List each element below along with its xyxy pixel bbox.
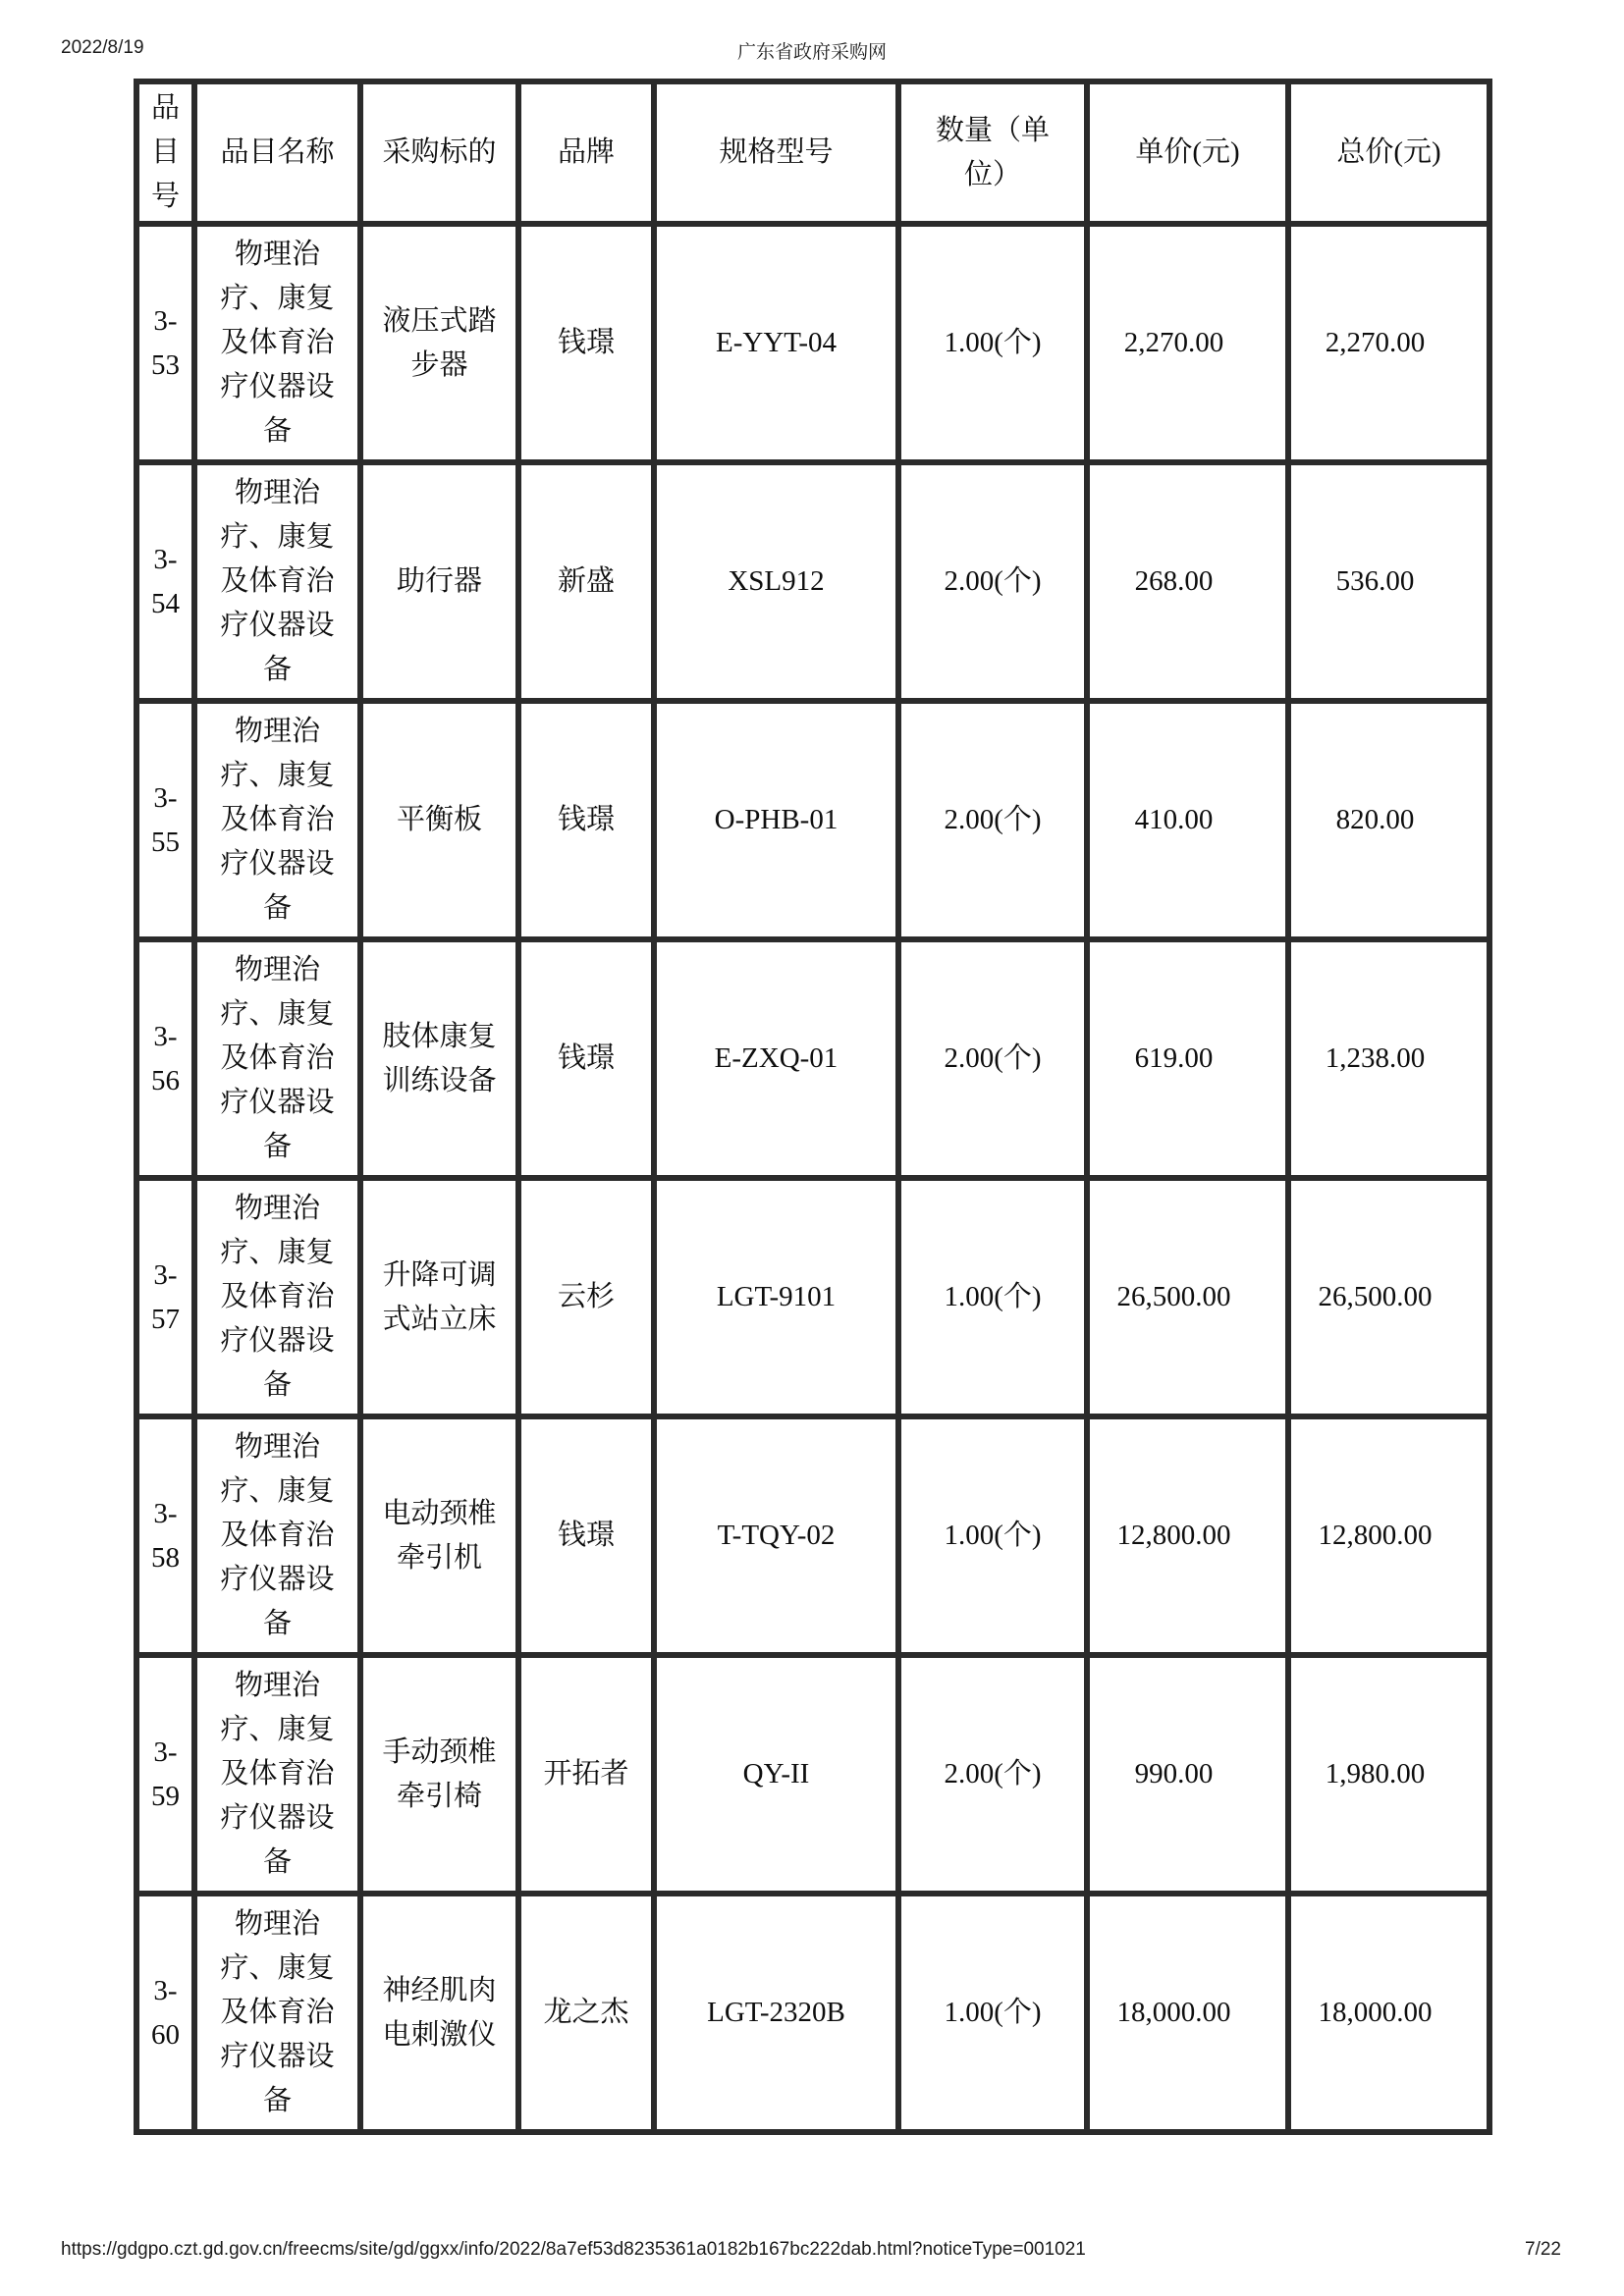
- cell-quantity: 2.00(个): [898, 939, 1087, 1178]
- cell-total-price: 536.00: [1288, 462, 1489, 701]
- column-header-item-no: 品目号: [136, 81, 194, 224]
- cell-unit-price: 619.00: [1087, 939, 1288, 1178]
- cell-item-name: 物理治疗、康复及体育治疗仪器设备: [194, 1894, 360, 2132]
- cell-quantity: 1.00(个): [898, 1894, 1087, 2132]
- cell-target: 手动颈椎牵引椅: [360, 1655, 518, 1894]
- cell-quantity: 2.00(个): [898, 1655, 1087, 1894]
- table-row: [136, 1894, 1489, 2132]
- cell-target: 神经肌肉电刺激仪: [360, 1894, 518, 2132]
- table-row: [136, 462, 1489, 701]
- cell-quantity: 1.00(个): [898, 1416, 1087, 1655]
- column-header-total-price: 总价(元): [1288, 81, 1489, 224]
- cell-model: LGT-2320B: [654, 1894, 898, 2132]
- cell-item-no: 3-59: [136, 1655, 194, 1894]
- cell-item-no: 3-58: [136, 1416, 194, 1655]
- cell-brand: 钱璟: [518, 224, 654, 462]
- cell-item-name: 物理治疗、康复及体育治疗仪器设备: [194, 1416, 360, 1655]
- cell-item-name: 物理治疗、康复及体育治疗仪器设备: [194, 462, 360, 701]
- cell-quantity: 2.00(个): [898, 462, 1087, 701]
- column-header-item-name: 品目名称: [194, 81, 360, 224]
- cell-total-price: 1,238.00: [1288, 939, 1489, 1178]
- cell-item-name: 物理治疗、康复及体育治疗仪器设备: [194, 939, 360, 1178]
- cell-model: E-YYT-04: [654, 224, 898, 462]
- cell-unit-price: 18,000.00: [1087, 1894, 1288, 2132]
- cell-target: 肢体康复训练设备: [360, 939, 518, 1178]
- cell-brand: 钱璟: [518, 701, 654, 939]
- cell-total-price: 12,800.00: [1288, 1416, 1489, 1655]
- cell-target: 助行器: [360, 462, 518, 701]
- cell-model: E-ZXQ-01: [654, 939, 898, 1178]
- cell-unit-price: 12,800.00: [1087, 1416, 1288, 1655]
- column-header-unit-price: 单价(元): [1087, 81, 1288, 224]
- print-date: 2022/8/19: [61, 37, 144, 58]
- cell-total-price: 26,500.00: [1288, 1178, 1489, 1416]
- cell-total-price: 820.00: [1288, 701, 1489, 939]
- cell-item-no: 3-57: [136, 1178, 194, 1416]
- cell-target: 电动颈椎牵引机: [360, 1416, 518, 1655]
- column-header-model: 规格型号: [654, 81, 898, 224]
- column-header-quantity: [898, 81, 1087, 224]
- column-header-target: 采购标的: [360, 81, 518, 224]
- cell-target: 液压式踏步器: [360, 224, 518, 462]
- cell-brand: 开拓者: [518, 1655, 654, 1894]
- table-row: [136, 701, 1489, 939]
- cell-total-price: 1,980.00: [1288, 1655, 1489, 1894]
- cell-quantity: 2.00(个): [898, 701, 1087, 939]
- cell-brand: 云杉: [518, 1178, 654, 1416]
- cell-quantity: 1.00(个): [898, 1178, 1087, 1416]
- cell-target: 平衡板: [360, 701, 518, 939]
- cell-target: 升降可调式站立床: [360, 1178, 518, 1416]
- page-title: 广东省政府采购网: [736, 42, 887, 63]
- cell-total-price: 2,270.00: [1288, 224, 1489, 462]
- print-footer-page-indicator: 7/22: [1525, 2239, 1561, 2260]
- cell-model: QY-II: [654, 1655, 898, 1894]
- cell-item-name: 物理治疗、康复及体育治疗仪器设备: [194, 1655, 360, 1894]
- cell-brand: 龙之杰: [518, 1894, 654, 2132]
- cell-model: T-TQY-02: [654, 1416, 898, 1655]
- cell-unit-price: 2,270.00: [1087, 224, 1288, 462]
- column-header-quantity-label: 数量（单位）: [935, 114, 1050, 190]
- cell-item-name: 物理治疗、康复及体育治疗仪器设备: [194, 701, 360, 939]
- table-row: [136, 224, 1489, 462]
- table-row: [136, 1655, 1489, 1894]
- cell-unit-price: 990.00: [1087, 1655, 1288, 1894]
- cell-unit-price: 410.00: [1087, 701, 1288, 939]
- cell-quantity: 1.00(个): [898, 224, 1087, 462]
- cell-item-no: 3-55: [136, 701, 194, 939]
- print-footer-url: https://gdgpo.czt.gd.gov.cn/freecms/site/gd/ggxx/info/2022/8a7ef53d8235361a0182b167bc222dab.html?noticeType=001021: [61, 2239, 1086, 2260]
- cell-item-no: 3-53: [136, 224, 194, 462]
- cell-brand: 新盛: [518, 462, 654, 701]
- cell-item-no: 3-54: [136, 462, 194, 701]
- cell-unit-price: 268.00: [1087, 462, 1288, 701]
- cell-brand: 钱璟: [518, 1416, 654, 1655]
- cell-item-name: 物理治疗、康复及体育治疗仪器设备: [194, 1178, 360, 1416]
- procurement-items-table: [134, 79, 1492, 2135]
- column-header-brand: 品牌: [518, 81, 654, 224]
- cell-model: O-PHB-01: [654, 701, 898, 939]
- table-header-row: [136, 81, 1489, 224]
- table-row: [136, 1178, 1489, 1416]
- cell-unit-price: 26,500.00: [1087, 1178, 1288, 1416]
- cell-item-no: 3-60: [136, 1894, 194, 2132]
- table-row: [136, 939, 1489, 1178]
- table-row: [136, 1416, 1489, 1655]
- cell-brand: 钱璟: [518, 939, 654, 1178]
- cell-model: XSL912: [654, 462, 898, 701]
- cell-total-price: 18,000.00: [1288, 1894, 1489, 2132]
- cell-item-name: 物理治疗、康复及体育治疗仪器设备: [194, 224, 360, 462]
- cell-model: LGT-9101: [654, 1178, 898, 1416]
- cell-item-no: 3-56: [136, 939, 194, 1178]
